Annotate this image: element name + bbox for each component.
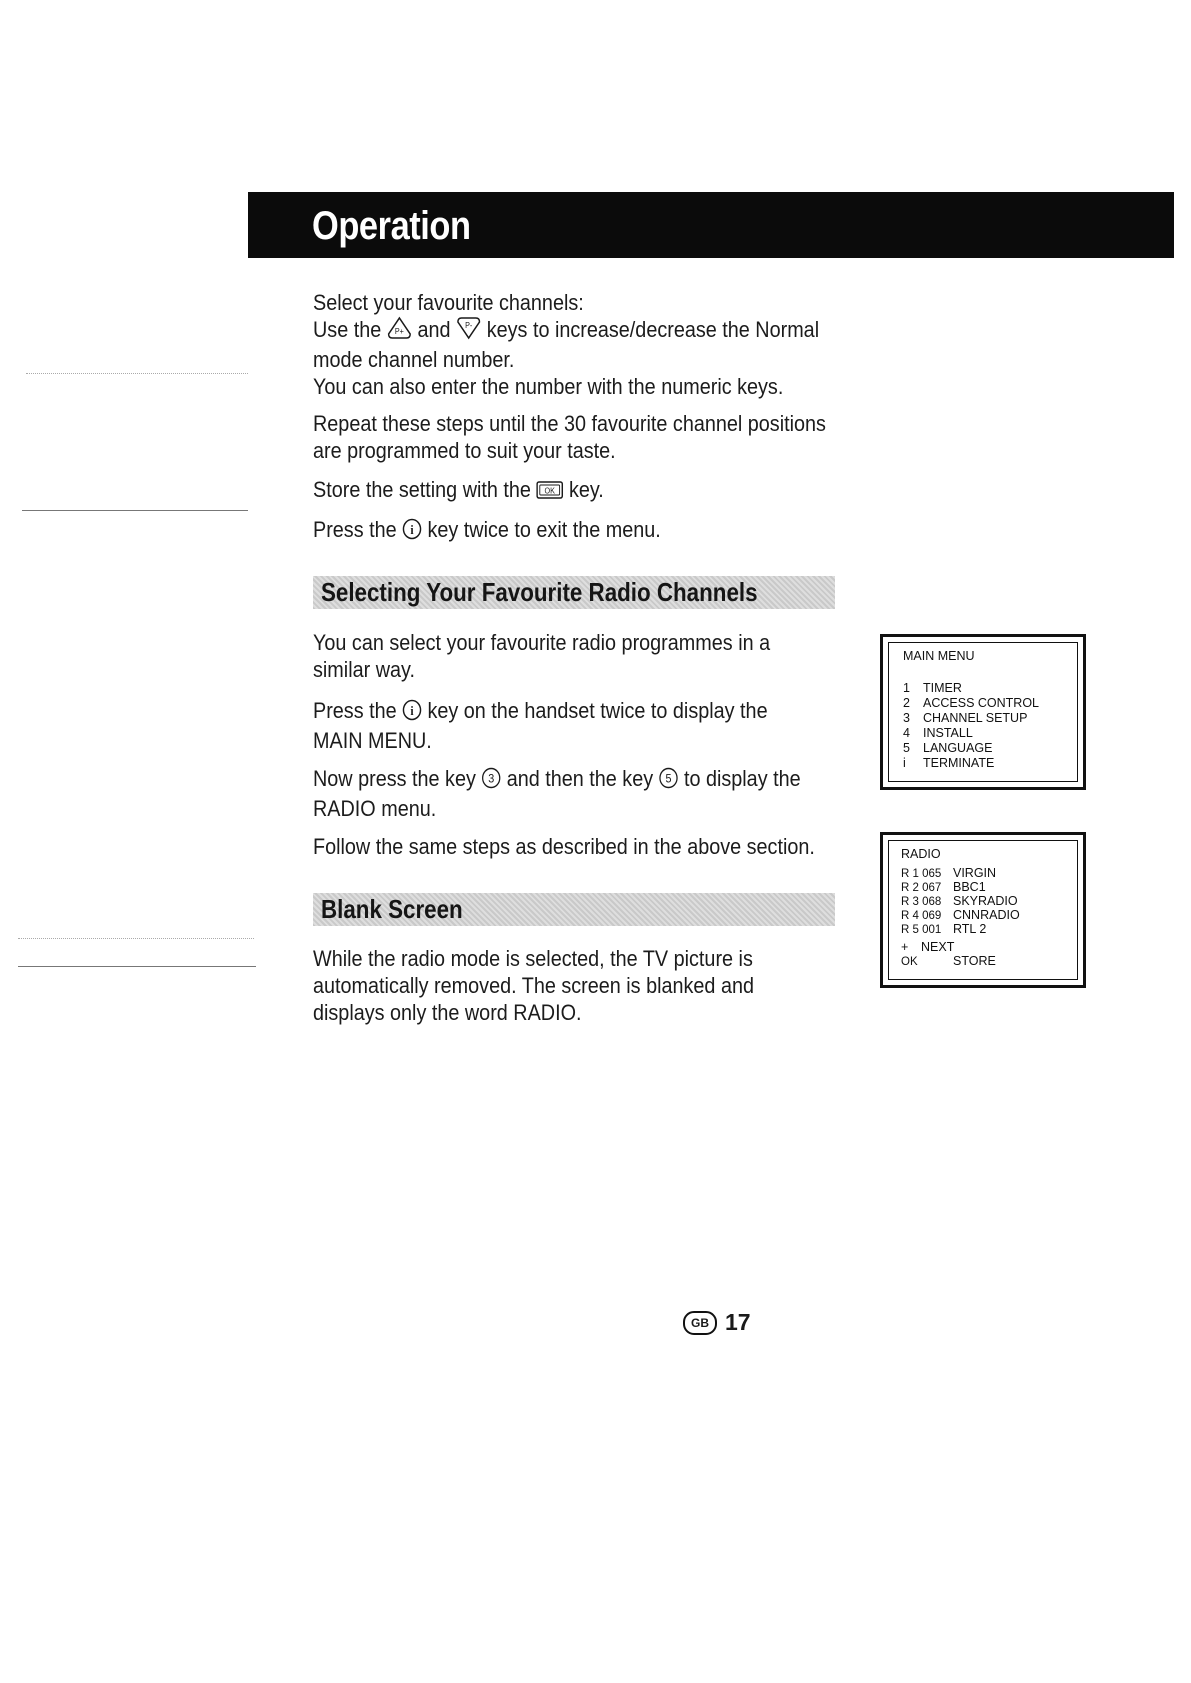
menu-item [903, 696, 1039, 711]
menu-item-label: LANGUAGE [923, 741, 993, 755]
channel-code: R 5 001 [901, 924, 942, 936]
text-line: are programmed to suit your taste. [313, 438, 616, 463]
menu-item [903, 756, 994, 771]
channel-name: RTL 2 [953, 922, 987, 936]
menu-item [903, 726, 973, 741]
ok-key-icon [536, 479, 563, 506]
text-fragment: key on the handset twice to display the [427, 698, 768, 723]
text-fragment: keys to increase/decrease the Normal [486, 317, 820, 342]
hint-key: + [901, 940, 909, 954]
text-line: similar way. [313, 657, 415, 682]
section-heading-bar [313, 576, 835, 609]
text-fragment: and [417, 317, 451, 342]
channel-name: VIRGIN [953, 866, 997, 880]
section-title: Selecting Your Favourite Radio Channels [321, 577, 758, 607]
svg-text:i: i [410, 703, 414, 719]
number-3-key-icon [481, 767, 501, 795]
main-menu-screen [880, 634, 1086, 790]
radio-channel-row [901, 922, 986, 938]
intro-paragraph [313, 476, 853, 506]
text-line: Follow the same steps as described in the above section. [313, 834, 815, 859]
channel-code: R 2 067 [901, 882, 942, 894]
intro-paragraph [313, 410, 853, 464]
text-line [313, 697, 799, 727]
margin-rule [26, 373, 248, 374]
svg-text:i: i [410, 522, 414, 538]
margin-rule [22, 510, 248, 511]
key-number: 5 [665, 773, 672, 786]
text-line: displays only the word RADIO. [313, 1000, 582, 1025]
text-line [313, 516, 799, 546]
menu-item-number: 1 [903, 681, 910, 695]
channel-code: R 3 068 [901, 896, 942, 908]
text-fragment: Store the setting with the [313, 477, 531, 502]
radio-paragraph [313, 765, 853, 822]
menu-item-number: 2 [903, 696, 910, 710]
radio-paragraph [313, 833, 853, 860]
menu-item-label: INSTALL [923, 726, 973, 740]
hint-label: STORE [953, 954, 996, 968]
hint-label: NEXT [921, 940, 955, 954]
radio-paragraph [313, 629, 853, 683]
text-line: While the radio mode is selected, the TV picture is [313, 946, 753, 971]
radio-next-hint [901, 940, 954, 955]
p-minus-key-icon [456, 316, 481, 346]
text-fragment: Press the [313, 517, 397, 542]
text-line: Select your favourite channels: [313, 290, 584, 315]
svg-text:P+: P+ [394, 326, 404, 337]
blank-paragraph [313, 945, 853, 1026]
menu-item-label: CHANNEL SETUP [923, 711, 1028, 725]
key-number: 3 [488, 773, 495, 786]
text-line: Repeat these steps until the 30 favourite channel positions [313, 411, 826, 436]
info-key-icon [402, 518, 422, 546]
text-line: You can also enter the number with the numeric keys. [313, 374, 784, 399]
page-number [683, 1308, 751, 1336]
margin-rule [18, 938, 254, 939]
menu-item [903, 681, 962, 696]
menu-title: RADIO [901, 847, 941, 861]
section-title: Blank Screen [321, 894, 463, 924]
channel-code: R 1 065 [901, 868, 942, 880]
radio-store-hint [901, 954, 996, 970]
menu-item-number: 4 [903, 726, 910, 740]
menu-item-label: TERMINATE [923, 756, 995, 770]
text-fragment: to display the [683, 766, 801, 791]
info-key-icon [402, 699, 422, 727]
text-fragment: key. [568, 477, 604, 502]
country-badge: GB [683, 1311, 717, 1335]
text-line [313, 316, 820, 346]
hint-key: OK [901, 956, 918, 968]
radio-menu-screen [880, 832, 1086, 988]
text-fragment: Use the [313, 317, 382, 342]
p-plus-key-icon [387, 316, 412, 346]
radio-paragraph [313, 697, 853, 754]
menu-item-number: 3 [903, 711, 910, 725]
menu-item-label: ACCESS CONTROL [923, 696, 1039, 710]
channel-name: BBC1 [953, 880, 986, 894]
svg-text:OK: OK [544, 486, 556, 496]
svg-text:P-: P- [465, 320, 473, 331]
text-line: RADIO menu. [313, 796, 437, 821]
channel-code: R 4 069 [901, 910, 942, 922]
text-line: MAIN MENU. [313, 728, 432, 753]
text-line [313, 476, 799, 506]
text-line: You can select your favourite radio programmes in a [313, 630, 771, 655]
menu-item-number: 5 [903, 741, 910, 755]
text-fragment: Now press the key [313, 766, 476, 791]
channel-name: SKYRADIO [953, 894, 1018, 908]
page-title: Operation [312, 204, 471, 248]
text-fragment: and then the key [506, 766, 654, 791]
channel-name: CNNRADIO [953, 908, 1020, 922]
text-fragment: Press the [313, 698, 397, 723]
menu-item [903, 741, 992, 756]
text-line: mode channel number. [313, 347, 515, 372]
menu-item-number: i [903, 756, 906, 770]
margin-rule [18, 966, 256, 967]
menu-title: MAIN MENU [903, 649, 975, 663]
intro-paragraph [313, 289, 853, 400]
number-5-key-icon [659, 767, 679, 795]
text-fragment: key twice to exit the menu. [427, 517, 661, 542]
menu-item [903, 711, 1027, 726]
menu-item-label: TIMER [923, 681, 962, 695]
page-number-value: 17 [725, 1309, 751, 1335]
text-line [313, 765, 799, 795]
section-heading-bar [313, 893, 835, 926]
intro-paragraph [313, 516, 853, 546]
text-line: automatically removed. The screen is blanked and [313, 973, 754, 998]
